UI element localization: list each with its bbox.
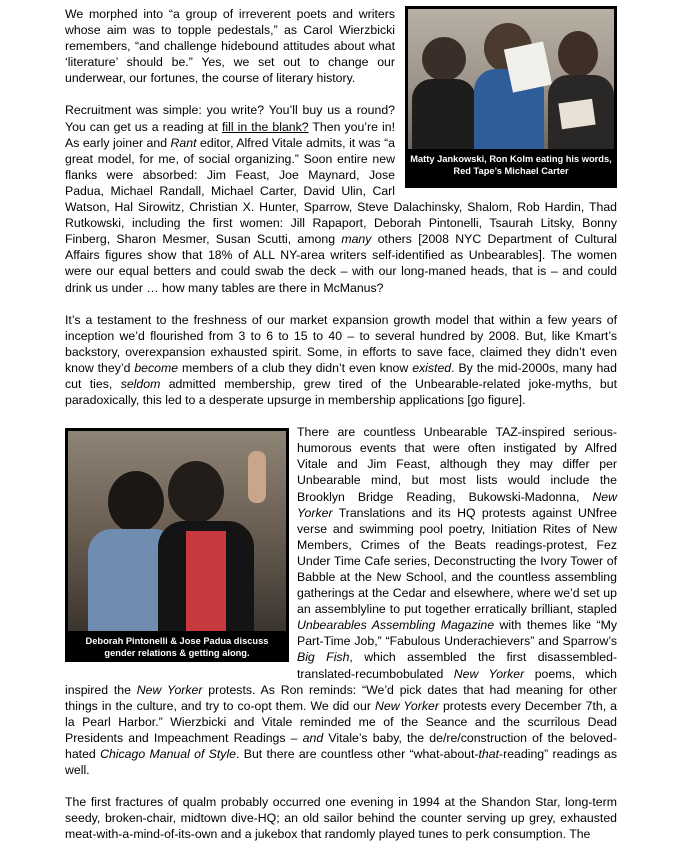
photo-figure-couple [65, 428, 289, 662]
underlined-text: fill in the blank? [222, 119, 309, 134]
paragraph-4: There are countless Unbearable TAZ-inspired serious-humorous events that were often instigated by Alfred Vitale and Jim Feast, although they may differ per Unbearable mind, but most lists would include the Brooklyn Bridge Reading, Bukowski-Madonna, New Yorker Translations and its HQ protests against UNfree verse and swimming pool poetry, Initiation Rites of New Members, Crimes of the Beats readings-protest, Fez Under Time Cafe series, Deconstructing the Ivory Tower of Babble at the New School, and the countless assembling gatherings at the Cedar and elsewhere, where we’d set up an assemblyline to put together erratically brilliant, stapled Unbearables Assembling Magazine with themes like “My Part-Time Job,” “Fabulous Underachievers” and Sparrow’s Big Fish, which assembled the first disassembled-translated-recumbobulated New Yorker poems, which inspired the New Yorker protests. As Ron reminds: “We’d pick dates that had meaning for other things in the culture, and try to co-opt them. We did our New Yorker protests every December 7th, a la Pearl Harbor.” Wierzbicki and Vitale reminded me of the Seance and the scurrilous Dead Presidents and Impeachment Readings – and Vitale’s baby, the de/re/construction of the beloved-hated Chicago Manual of Style. But there are countless other “what-about-that-reading” readings as well. [65, 425, 617, 778]
figure-caption-left: Deborah Pintonelli & Jose Padua discuss gender relations & getting along. [85, 636, 269, 659]
paragraph-2: Recruitment was simple: you write? You’ll buy us a round? You can get us a reading at fill in the blank? Then you’re in! As early joiner and Rant editor, Alfred Vitale admits, it was “a great model, for me, of social organizing.” Soon entire new flanks were absorbed: Jim Feast, Joe Maynard, Jose Padua, Michael Randall, Michael Carter, David Ulin, Carl Watson, Hal Sirowitz, Christian X. Hunter, Sparrow, Steve Dalachinsky, Shalom, Rob Hardin, Thad Rutkowski, including the first women: Jill Rapaport, Deborah Pintonelli, Tsaurah Litsky, Bonny Finberg, Sharon Mesmer, Susan Scutti, among many others [2008 NYC Department of Cultural Affairs figures show that 18% of ALL NY-area writers self-identified as Unbearables]. The women were our equal betters and could swab the deck – with our long-maned heads, that is – and could drink us under … how many tables are there in McManus? [65, 103, 617, 295]
photo-figure-three-men [405, 6, 617, 188]
paragraph-1: We morphed into “a group of irreverent poets and writers whose aim was to topple pedestals,” as Carol Wierzbicki remembers, “and challenge hidebound attitudes about what ‘literature’ should be.” Yes, we set out to change our underwear, our fortunes, the course of literary history. [65, 7, 395, 86]
figure-caption-top-right: Matty Jankowski, Ron Kolm eating his words, Red Tape’s Michael Carter [410, 154, 612, 176]
paragraph-3: It’s a testament to the freshness of our market expansion growth model that within a few years of inception we’d flourished from 3 to 6 to 15 to 40 – to several hundred by 2008. But, like Kmart’s backstory, overexpansion exhausted spirit. Some, in efforts to save face, claimed they didn’t even know they’d become members of a club they didn’t even know existed. By the mid-2000s, many had cut ties, seldom admitted membership, grew tired of the Unbearable-related joke-myths, but paradoxically, this led to a desperate upsurge in membership applications [go figure]. [65, 312, 617, 408]
article-page [65, 6, 617, 859]
photo-couple [68, 431, 286, 631]
paragraph-5: The first fractures of qualm probably occurred one evening in 1994 at the Shandon Star, long-term seedy, broken-chair, midtown dive-HQ; an old sailor behind the counter serving up grey, exhausted meat-with-a-mind-of-its-own and a jukebox that randomly played tunes to perk consumption. The [65, 795, 617, 842]
photo-three-men [408, 9, 614, 149]
